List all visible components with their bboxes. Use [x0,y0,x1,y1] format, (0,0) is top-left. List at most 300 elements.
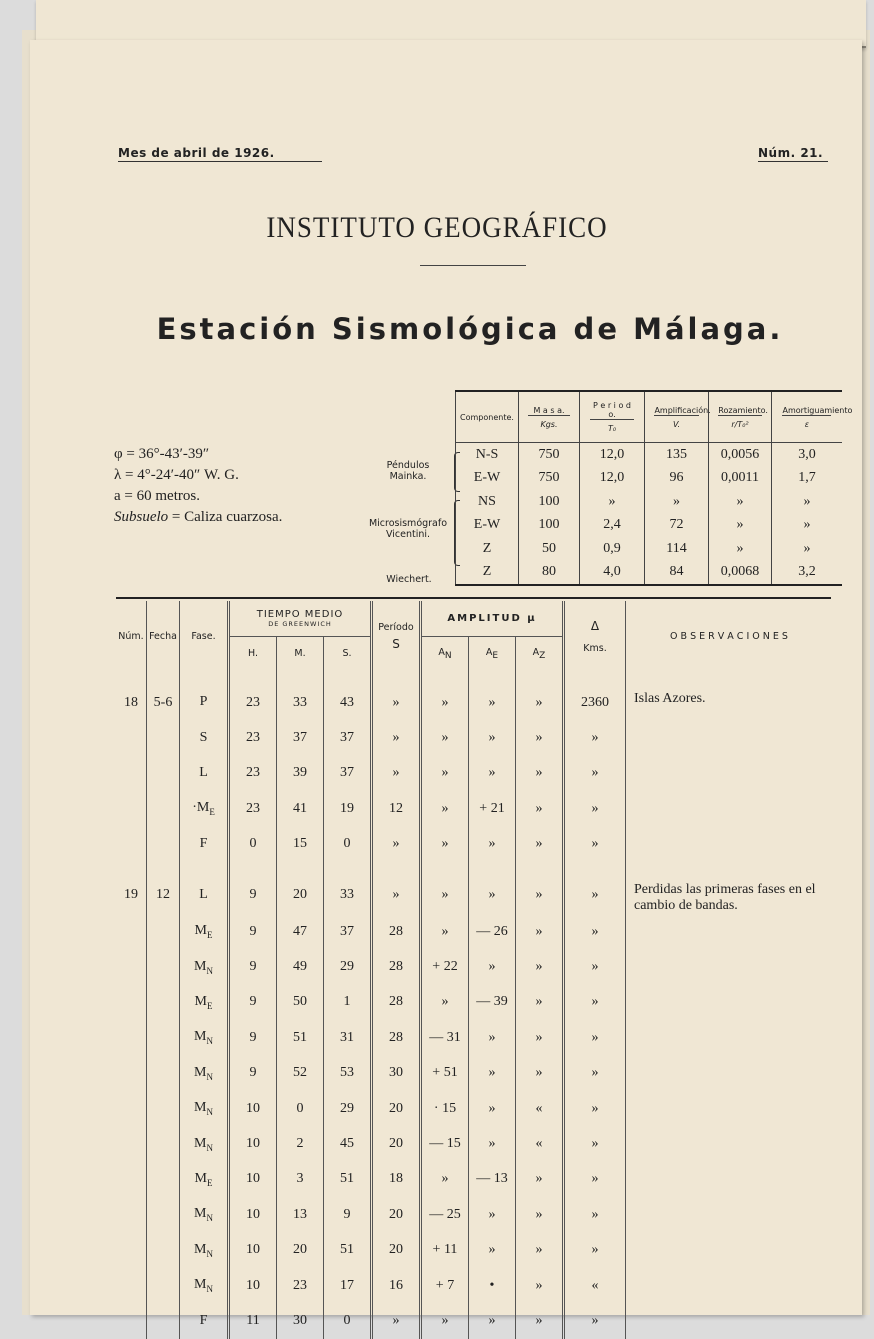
table-rule [116,597,831,599]
cell-per: 18 [372,1162,421,1197]
cell-ae: » [469,1056,516,1091]
cell-h: 10 [229,1091,277,1126]
instrument-table [455,390,853,586]
instrument-cell: 50 [519,537,580,561]
instrument-cell: » [645,490,709,514]
cell-s: 17 [324,1268,372,1303]
table-row [116,949,832,984]
cell-m: 20 [277,876,324,914]
cell-d: » [564,1091,626,1126]
col-amplitude: AMPLITUD μ [421,601,564,636]
cell-d: » [564,914,626,949]
cell-num [116,1126,147,1161]
table-row [116,1162,832,1197]
cell-per: 20 [372,1126,421,1161]
cell-fecha [147,1303,180,1338]
altitude: a = 60 metros. [114,488,200,504]
cell-obs [626,914,833,949]
col-component: Componente. [456,391,519,443]
cell-d: » [564,756,626,791]
table-row [116,685,832,720]
instrument-cell: 80 [519,561,580,586]
cell-num [116,914,147,949]
cell-m: 37 [277,720,324,755]
cell-s: 0 [324,827,372,862]
cell-fase: $M_N$ [180,1091,229,1126]
table-row [116,985,832,1020]
instrument-cell: » [772,537,842,561]
cell-az: » [516,827,564,862]
cell-obs [626,791,833,826]
col-minutes: M. [277,636,324,671]
table-row [116,914,832,949]
cell-h: 23 [229,791,277,826]
cell-num: 18 [116,685,147,720]
cell-az: » [516,949,564,984]
cell-per: 12 [372,791,421,826]
cell-fase: F [180,1303,229,1338]
cell-an: » [421,985,469,1020]
cell-fase: $M_N$ [180,1126,229,1161]
cell-h: 10 [229,1232,277,1267]
cell-fecha: 12 [147,876,180,914]
cell-num [116,1162,147,1197]
cell-az: » [516,1162,564,1197]
cell-num [116,827,147,862]
table-row [116,791,832,826]
table-row [116,1268,832,1303]
cell-an: » [421,720,469,755]
cell-d: » [564,1197,626,1232]
cell-per: 16 [372,1268,421,1303]
cell-az: « [516,1126,564,1161]
instrument-cell: 3,0 [772,443,842,467]
cell-an: — 15 [421,1126,469,1161]
instrument-cell: 0,9 [580,537,645,561]
instrument-cell: Z [456,561,519,586]
cell-az: » [516,1197,564,1232]
cell-ae: » [469,685,516,720]
cell-h: 10 [229,1126,277,1161]
cell-ae: » [469,949,516,984]
cell-num [116,1091,147,1126]
instrument-cell: 100 [519,514,580,538]
subsoil [114,507,282,528]
cell-fecha [147,1056,180,1091]
cell-d: » [564,720,626,755]
cell-fase: L [180,876,229,914]
cell-m: 13 [277,1197,324,1232]
cell-fecha [147,1162,180,1197]
cell-num [116,1020,147,1055]
cell-ae: » [469,1126,516,1161]
instrument-cell: 3,2 [772,561,842,586]
cell-an: » [421,827,469,862]
cell-obs [626,1197,833,1232]
cell-an: » [421,1162,469,1197]
instrument-group-wiechert: Wiechert. [386,574,432,585]
cell-an: » [421,685,469,720]
cell-an: · 15 [421,1091,469,1126]
col-amp-z: $A_Z$ [516,636,564,671]
cell-s: 37 [324,914,372,949]
cell-s: 45 [324,1126,372,1161]
instrument-cell: E-W [456,514,519,538]
cell-h: 9 [229,1056,277,1091]
instrument-cell: » [772,514,842,538]
cell-d: » [564,1020,626,1055]
cell-fase: P [180,685,229,720]
instrument-cell: 84 [645,561,709,586]
instrument-cell: E-W [456,467,519,491]
cell-fase: $M_E$ [180,914,229,949]
table-row [116,1091,832,1126]
instrument-cell: 0,0068 [709,561,772,586]
cell-s: 9 [324,1197,372,1232]
cell-an: » [421,1303,469,1338]
cell-d: » [564,1126,626,1161]
cell-obs [626,720,833,755]
cell-an: — 25 [421,1197,469,1232]
cell-az: » [516,1303,564,1338]
cell-num [116,985,147,1020]
cell-fecha [147,1126,180,1161]
cell-h: 9 [229,914,277,949]
instrument-cell: 135 [645,443,709,467]
spacer-row [116,671,832,685]
instrument-cell: 750 [519,443,580,467]
instrument-cell: 12,0 [580,443,645,467]
cell-fase: L [180,756,229,791]
cell-az: » [516,876,564,914]
subsoil-value: = Caliza cuarzosa. [168,509,283,525]
cell-az: » [516,1020,564,1055]
cell-d: » [564,1232,626,1267]
cell-ae: » [469,827,516,862]
cell-num [116,949,147,984]
cell-m: 3 [277,1162,324,1197]
cell-s: 53 [324,1056,372,1091]
cell-m: 47 [277,914,324,949]
cell-an: + 22 [421,949,469,984]
cell-s: 33 [324,876,372,914]
cell-az: » [516,685,564,720]
cell-per: 20 [372,1232,421,1267]
cell-num [116,720,147,755]
cell-fecha [147,949,180,984]
instrument-cell: » [709,514,772,538]
col-date: Fecha [147,601,180,671]
cell-an: » [421,791,469,826]
cell-fecha [147,791,180,826]
cell-s: 29 [324,1091,372,1126]
instrument-row [456,443,842,467]
instrument-cell: N-S [456,443,519,467]
col-mean-time: TIEMPO MEDIO DE GREENWICH [229,601,372,636]
institute-title: INSTITUTO GEOGRÁFICO [266,210,608,244]
cell-s: 37 [324,720,372,755]
cell-az: « [516,1091,564,1126]
latitude: φ = 36°-43′-39″ [114,446,210,462]
cell-num [116,756,147,791]
cell-d: » [564,1056,626,1091]
cell-h: 23 [229,685,277,720]
cell-ae: » [469,1091,516,1126]
cell-num [116,1303,147,1338]
cell-m: 49 [277,949,324,984]
cell-fecha [147,1197,180,1232]
cell-m: 23 [277,1268,324,1303]
cell-s: 37 [324,756,372,791]
instrument-cell: 0,0011 [709,467,772,491]
cell-an: + 11 [421,1232,469,1267]
cell-h: 0 [229,827,277,862]
table-row [116,1020,832,1055]
table-row [116,1197,832,1232]
cell-m: 50 [277,985,324,1020]
col-amp-e: $A_E$ [469,636,516,671]
cell-m: 41 [277,791,324,826]
cell-h: 9 [229,1020,277,1055]
cell-ae: • [469,1268,516,1303]
instrument-cell: 1,7 [772,467,842,491]
spacer-row [116,862,832,876]
cell-num [116,1268,147,1303]
cell-fecha [147,914,180,949]
cell-obs [626,1126,833,1161]
cell-per: 28 [372,985,421,1020]
cell-an: + 7 [421,1268,469,1303]
instrument-cell: 100 [519,490,580,514]
cell-fecha [147,756,180,791]
cell-az: » [516,756,564,791]
instrument-cell: » [580,490,645,514]
cell-fase: $\cdot M_E$ [180,791,229,826]
col-phase: Fase. [180,601,229,671]
longitude: λ = 4°-24′-40″ W. G. [114,467,239,483]
cell-an: + 51 [421,1056,469,1091]
cell-h: 23 [229,756,277,791]
cell-fecha [147,1091,180,1126]
col-friction: Rozamiento. r/T₀² [709,391,772,443]
cell-fase: $M_N$ [180,1268,229,1303]
cell-fecha [147,1020,180,1055]
cell-num: 19 [116,876,147,914]
cell-fase: F [180,827,229,862]
instrument-cell: 0,0056 [709,443,772,467]
cell-fase: $M_N$ [180,1197,229,1232]
cell-fecha [147,985,180,1020]
instrument-group-vicentini: Microsismógrafo Vicentini. [368,518,448,540]
cell-m: 15 [277,827,324,862]
cell-fase: $M_E$ [180,1162,229,1197]
cell-h: 10 [229,1162,277,1197]
cell-m: 39 [277,756,324,791]
cell-an: » [421,914,469,949]
cell-obs: Perdidas las primeras fases en el cambio de bandas. [626,876,833,914]
cell-ae: » [469,1020,516,1055]
cell-an: — 31 [421,1020,469,1055]
cell-per: 28 [372,1020,421,1055]
col-seconds: S. [324,636,372,671]
cell-m: 51 [277,1020,324,1055]
cell-obs [626,1268,833,1303]
cell-m: 20 [277,1232,324,1267]
instrument-row [456,467,842,491]
cell-fase: S [180,720,229,755]
cell-fecha [147,720,180,755]
instrument-cell: 114 [645,537,709,561]
cell-m: 33 [277,685,324,720]
instrument-cell: 96 [645,467,709,491]
cell-s: 43 [324,685,372,720]
instrument-cell: » [709,490,772,514]
cell-per: » [372,827,421,862]
subsoil-label: Subsuelo [114,509,169,525]
cell-num [116,1232,147,1267]
cell-s: 0 [324,1303,372,1338]
cell-m: 52 [277,1056,324,1091]
instrument-cell: 4,0 [580,561,645,586]
cell-per: 28 [372,949,421,984]
divider [420,265,526,266]
cell-d: » [564,791,626,826]
cell-h: 9 [229,985,277,1020]
station-title: Estación Sismológica de Málaga. [156,312,784,346]
cell-az: » [516,791,564,826]
cell-s: 31 [324,1020,372,1055]
col-num: Núm. [116,601,147,671]
cell-num [116,1056,147,1091]
col-damping: Amortiguamiento ε [772,391,842,443]
station-coordinates [114,444,282,528]
cell-fecha [147,1232,180,1267]
cell-obs: Islas Azores. [626,685,833,720]
cell-an: » [421,756,469,791]
instrument-cell: Z [456,537,519,561]
cell-ae: » [469,756,516,791]
instrument-row [456,561,842,586]
cell-h: 10 [229,1268,277,1303]
cell-obs [626,827,833,862]
instrument-cell: 12,0 [580,467,645,491]
cell-h: 10 [229,1197,277,1232]
cell-obs [626,949,833,984]
header-row [116,601,832,636]
cell-per: » [372,876,421,914]
instrument-header-row [456,391,842,443]
cell-h: 23 [229,720,277,755]
cell-s: 51 [324,1232,372,1267]
cell-d: » [564,985,626,1020]
col-amplification: Amplificación. V. [645,391,709,443]
cell-d: » [564,1303,626,1338]
cell-per: 30 [372,1056,421,1091]
cell-fase: $M_N$ [180,949,229,984]
issue-number: Núm. 21. [758,146,828,162]
cell-h: 11 [229,1303,277,1338]
table-row [116,1303,832,1338]
cell-az: » [516,1268,564,1303]
col-mass: M a s a. Kgs. [519,391,580,443]
cell-s: 51 [324,1162,372,1197]
col-observations: O B S E R V A C I O N E S [626,601,833,671]
cell-obs [626,1303,833,1338]
cell-obs [626,1056,833,1091]
instrument-cell: 72 [645,514,709,538]
cell-s: 19 [324,791,372,826]
instrument-cell: » [709,537,772,561]
cell-d: » [564,1162,626,1197]
cell-per: » [372,1303,421,1338]
cell-fase: $M_N$ [180,1056,229,1091]
cell-d: » [564,876,626,914]
cell-m: 2 [277,1126,324,1161]
cell-obs [626,985,833,1020]
cell-num [116,791,147,826]
cell-ae: » [469,1303,516,1338]
cell-obs [626,756,833,791]
cell-ae: — 13 [469,1162,516,1197]
cell-az: » [516,1232,564,1267]
col-hours: H. [229,636,277,671]
table-row [116,720,832,755]
cell-m: 0 [277,1091,324,1126]
cell-per: 20 [372,1197,421,1232]
cell-d: » [564,949,626,984]
cell-fase: $M_E$ [180,985,229,1020]
table-row [116,1232,832,1267]
instrument-cell: 750 [519,467,580,491]
cell-az: » [516,985,564,1020]
cell-per: » [372,756,421,791]
cell-s: 29 [324,949,372,984]
cell-s: 1 [324,985,372,1020]
cell-ae: » [469,1197,516,1232]
cell-d: 2360 [564,685,626,720]
col-period: Período S [372,601,421,671]
cell-per: » [372,685,421,720]
instrument-row [456,514,842,538]
cell-per: 28 [372,914,421,949]
cell-ae: + 21 [469,791,516,826]
instrument-row [456,490,842,514]
cell-obs [626,1162,833,1197]
table-row [116,827,832,862]
cell-h: 9 [229,876,277,914]
cell-per: 20 [372,1091,421,1126]
instrument-cell: » [772,490,842,514]
cell-ae: — 26 [469,914,516,949]
table-row [116,876,832,914]
cell-az: » [516,914,564,949]
cell-fecha: 5-6 [147,685,180,720]
cell-obs [626,1232,833,1267]
col-distance: Δ Kms. [564,601,626,671]
observations-table [116,601,832,1339]
cell-per: » [372,720,421,755]
cell-fecha [147,1268,180,1303]
cell-fecha [147,827,180,862]
instrument-row [456,537,842,561]
month-header: Mes de abril de 1926. [118,146,322,162]
cell-d: « [564,1268,626,1303]
cell-ae: » [469,876,516,914]
cell-ae: » [469,1232,516,1267]
cell-fase: $M_N$ [180,1020,229,1055]
col-amp-n: $A_N$ [421,636,469,671]
cell-num [116,1197,147,1232]
